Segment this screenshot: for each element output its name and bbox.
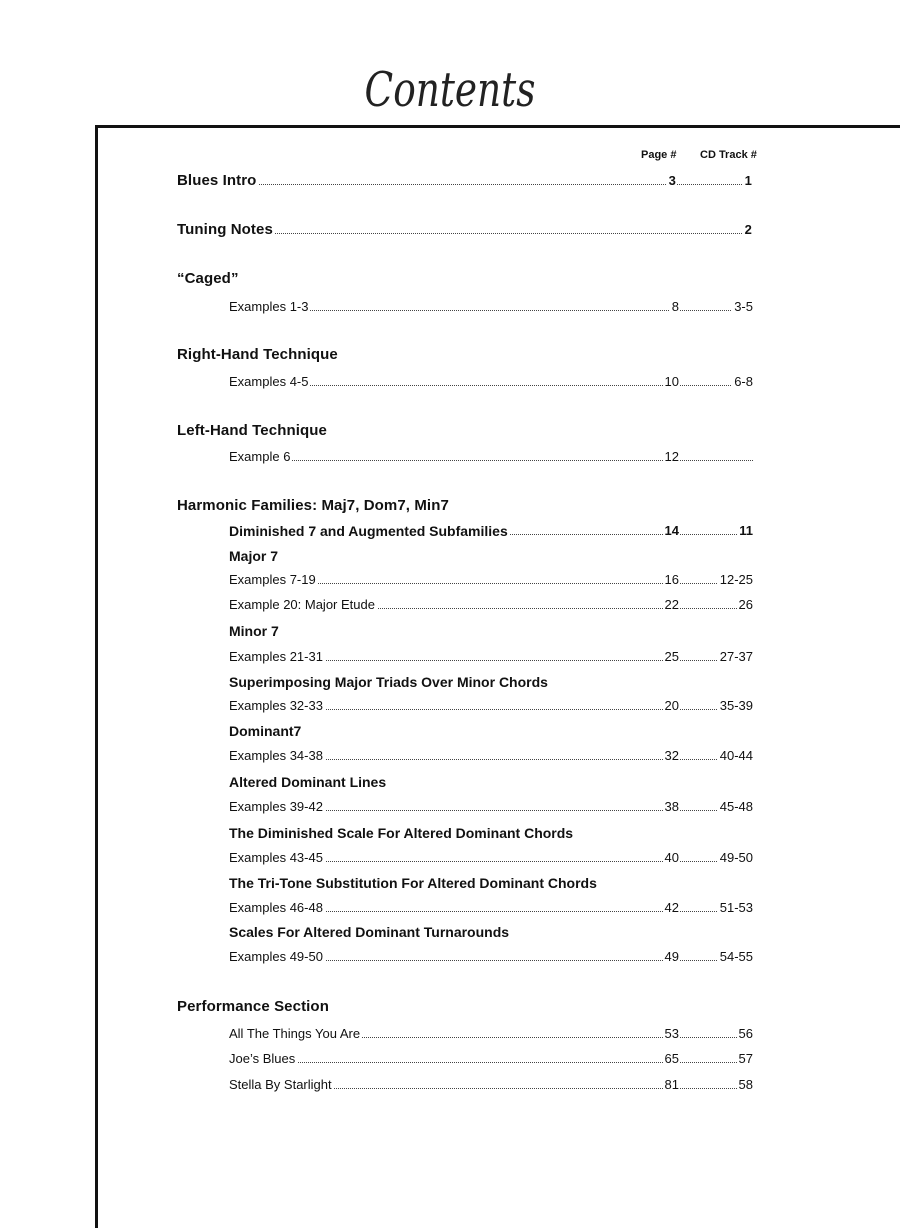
toc-label: Major 7 [229, 545, 280, 567]
toc-section-heading [177, 495, 760, 517]
toc-section-heading [229, 720, 760, 742]
toc-label: Tuning Notes [177, 219, 275, 241]
toc-entry [229, 897, 760, 919]
column-headers [0, 149, 900, 165]
toc-cd-track: 27-37 [718, 646, 753, 668]
toc-label: Examples 34-38 [229, 745, 325, 767]
toc-label: The Tri-Tone Substitution For Altered Dominant Chords [229, 872, 599, 894]
toc-label: Blues Intro [177, 170, 258, 192]
toc-label: Examples 32-33 [229, 695, 325, 717]
toc-label: Example 6 [229, 446, 292, 468]
toc-section-heading [229, 545, 760, 567]
toc-cd-track: 12-25 [718, 569, 753, 591]
toc-section-heading [229, 822, 760, 844]
toc-label: Examples 49-50 [229, 946, 325, 968]
toc-label: Left-Hand Technique [177, 420, 329, 442]
toc-label: Examples 43-45 [229, 847, 325, 869]
toc-entry [229, 646, 760, 668]
toc-entry [229, 594, 760, 616]
page-title: Contents [364, 62, 536, 118]
toc-cd-track: 6-8 [732, 371, 753, 393]
toc-page-number: 14 [663, 520, 679, 542]
toc-entry [177, 219, 760, 241]
toc-entry [229, 296, 760, 318]
toc-label: Altered Dominant Lines [229, 771, 388, 793]
toc-section-heading [229, 671, 760, 693]
toc-cd-track: 3-5 [732, 296, 753, 318]
toc-cd-track: 51-53 [718, 897, 753, 919]
toc-page-number: 49 [663, 946, 679, 968]
toc-cd-track: 40-44 [718, 745, 753, 767]
toc-label: “Caged” [177, 268, 241, 290]
cd-track-header: CD Track # [700, 149, 757, 161]
toc-section-heading [229, 771, 760, 793]
toc-page-number: 16 [663, 569, 679, 591]
toc-label: Stella By Starlight [229, 1074, 334, 1096]
toc-label: Examples 39-42 [229, 796, 325, 818]
toc-label: Right-Hand Technique [177, 344, 340, 366]
toc-entry [229, 569, 760, 591]
toc-page-number: 20 [663, 695, 679, 717]
toc-label: Scales For Altered Dominant Turnarounds [229, 921, 511, 943]
toc-section-heading [177, 268, 760, 290]
toc-label: Example 20: Major Etude [229, 594, 377, 616]
toc-page-number: 38 [663, 796, 679, 818]
toc-page-number: 65 [663, 1048, 679, 1070]
toc-page-number: 22 [663, 594, 679, 616]
toc-label: Examples 7-19 [229, 569, 318, 591]
toc-entry [229, 796, 760, 818]
toc-page-number: 25 [663, 646, 679, 668]
toc-label: Examples 21-31 [229, 646, 325, 668]
toc-label: Examples 4-5 [229, 371, 310, 393]
toc-page-number: 12 [663, 446, 679, 468]
toc-label: Diminished 7 and Augmented Subfamilies [229, 520, 510, 542]
toc-page-number: 32 [663, 745, 679, 767]
toc-page-number: 53 [663, 1023, 679, 1045]
toc-entry [229, 1048, 760, 1070]
toc-entry [229, 1074, 760, 1096]
toc-page-number: 40 [663, 847, 679, 869]
toc-page-number: 8 [670, 296, 679, 318]
toc-cd-track: 2 [743, 219, 752, 241]
toc-cd-track: 56 [737, 1023, 753, 1045]
toc-page-number: 10 [663, 371, 679, 393]
toc-cd-track: 35-39 [718, 695, 753, 717]
toc-section-heading [229, 872, 760, 894]
toc-label: Minor 7 [229, 620, 281, 642]
toc-cd-track: 1 [743, 170, 752, 192]
toc-cd-track: 11 [737, 520, 753, 542]
toc-entry [229, 520, 760, 542]
toc-page-number: 81 [663, 1074, 679, 1096]
toc-cd-track: 45-48 [718, 796, 753, 818]
toc-entry [229, 946, 760, 968]
toc-entry [229, 1023, 760, 1045]
toc-cd-track: 26 [737, 594, 753, 616]
page-number-header: Page # [641, 149, 677, 161]
toc-entry [229, 847, 760, 869]
toc-label: Superimposing Major Triads Over Minor Chords [229, 671, 550, 693]
toc-page-number: 42 [663, 897, 679, 919]
toc-label: Dominant7 [229, 720, 303, 742]
toc-label: Joe’s Blues [229, 1048, 297, 1070]
toc-label: The Diminished Scale For Altered Dominant Chords [229, 822, 575, 844]
toc-label: Examples 1-3 [229, 296, 310, 318]
toc-entry [177, 170, 760, 192]
toc-section-heading [229, 921, 760, 943]
toc-entry [229, 695, 760, 717]
toc-page-number: 3 [667, 170, 676, 192]
toc-entry [229, 371, 760, 393]
toc-cd-track: 49-50 [718, 847, 753, 869]
toc-cd-track: 58 [737, 1074, 753, 1096]
toc-section-heading [177, 344, 760, 366]
toc-label: Examples 46-48 [229, 897, 325, 919]
toc-section-heading [177, 996, 760, 1018]
toc-section-heading [229, 620, 760, 642]
toc-entry [229, 446, 760, 468]
toc-cd-track: 54-55 [718, 946, 753, 968]
toc-section-heading [177, 420, 760, 442]
toc-label: All The Things You Are [229, 1023, 362, 1045]
toc-label: Harmonic Families: Maj7, Dom7, Min7 [177, 495, 451, 517]
toc-label: Performance Section [177, 996, 331, 1018]
toc-cd-track: 57 [737, 1048, 753, 1070]
toc-entry [229, 745, 760, 767]
